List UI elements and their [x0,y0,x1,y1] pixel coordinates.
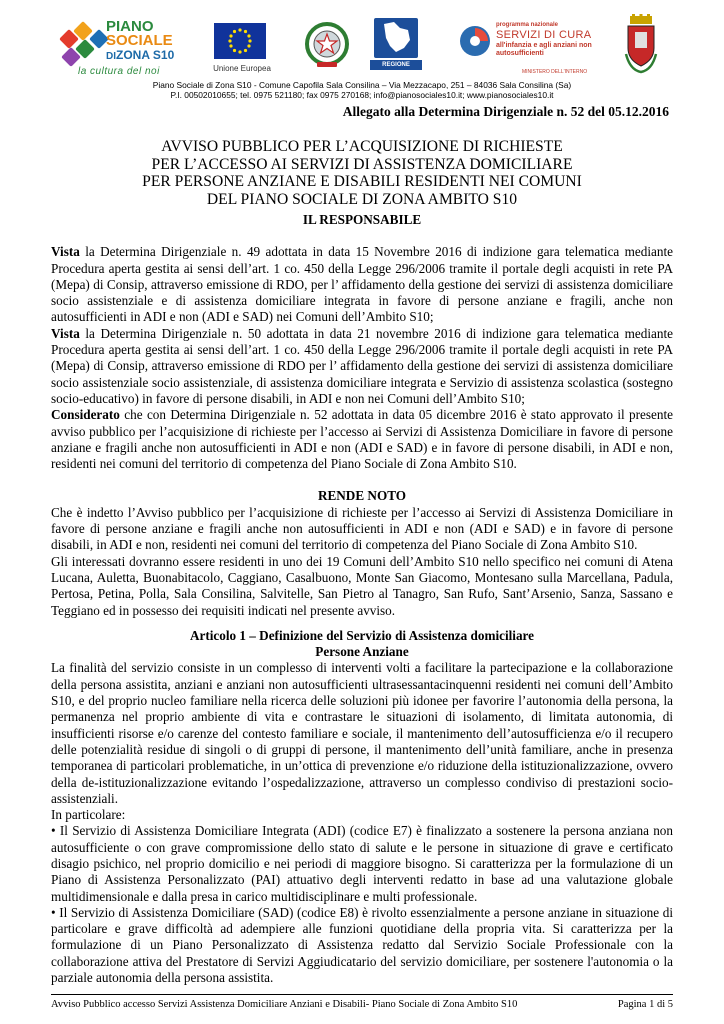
eu-label: Unione Europea [213,64,271,73]
cura-line2: SERVIZI DI CURA [496,29,592,41]
italian-republic-emblem-icon [303,20,351,70]
logo-line3-suffix: S10 [152,48,175,62]
servizi-di-cura-logo [458,22,608,80]
allegato-reference: Allegato alla Determina Dirigenziale n. 52 del 05.12.2016 [342,104,669,119]
page-header [0,0,724,100]
bullet-adi: • Il Servizio di Assistenza Domiciliare Integrata (ADI) (codice E7) è finalizzato a sostenere la persona anziana non autosufficiente o con grave compromissione dello stato di salute e le persone in situazione di grave e certificato disagio psichico, nel proprio domicilio e nei periodi di maggiore bisogno. Si caratterizza per la formulazione di un Piano di Assistenza Personalizzato (PAI) attuativo degli interventi redatto in base ad una valutazione globale multidimensionale e dalla presa in carico multidisciplinare e multi professionale. [51,823,673,904]
swirl-icon [458,24,492,58]
document-body [51,212,673,986]
piano-sociale-logo [56,20,196,78]
address-line2: P.I. 00502010655; tel. 0975 521180; fax 0975 270168; info@pianosociales10.it; www.pianosociales10.it [170,90,554,100]
document-title [0,138,724,208]
logo-line3-prefix: DI [106,51,116,62]
bullet-sad: • Il Servizio di Assistenza Domiciliare (SAD) (codice E8) è rivolto essenzialmente a persone anziane in situazione di particolare e grave difficoltà ad adempiere alle funzioni quotidiane della propria vita. Si caratterizza per la formulazione di un Piano Personalizzato di Assistenza redatto dal Servizio Sociale Professionale con la collaborazione attiva del Prestatore di Servizi Aggiudicatario del servizio domiciliare, per sostenere l'autonomia o la parziale autonomia della persona assistita. [51,904,673,986]
vista-lead: Vista [51,244,80,260]
persone-anziane-heading: Persone Anziane [315,644,409,660]
rende-noto-paragraph-1: Che è indetto l’Avviso pubblico per l’acquisizione di richieste per l’accesso ai Servizi di Assistenza Domiciliare in favore di persone anziane e fragili anche non autosufficienti in ADI e non (ADI e SAD) e in favore di persone disabili, in ADI e non, residenti nei comuni del territorio di competenza del Piano Sociale di Zona Ambito S10. [51,504,673,553]
eu-flag-icon [214,23,266,59]
articolo1-heading: Articolo 1 – Definizione del Servizio di Assistenza domiciliare [189,627,535,643]
cura-line4: MINISTERO DELL'INTERNO [522,69,588,75]
page-footer [51,994,673,1010]
puzzle-tiles-icon [56,24,112,68]
page-number: Pagina 1 di 5 [617,999,673,1010]
considerato-lead: Considerato [51,407,120,423]
title-line: PER L’ACCESSO AI SERVIZI DI ASSISTENZA DOMICILIARE [151,155,573,173]
campania-label: REGIONE CAMPANIA [370,60,422,70]
title-line: PER PERSONE ANZIANE E DISABILI RESIDENTI NEI COMUNI [142,173,582,191]
vista-lead: Vista [51,325,80,341]
logo-line3: ZONA [116,48,150,62]
title-line: DEL PIANO SOCIALE DI ZONA AMBITO S10 [206,190,518,208]
footer-title: Avviso Pubblico accesso Servizi Assistenza Domiciliare Anziani e Disabili- Piano Sociale di Zona Ambito S10 [51,999,518,1010]
vista-text: la Determina Dirigenziale n. 49 adottata in data 15 Novembre 2016 di indizione gara telematica mediante Procedura aperta gestita ai sensi dell’art. 1 co. 450 della Legge 296/2006 tramite il portale degli acquisti in rete PA (Mepa) di Consip, attraverso emissione di RDO, per l’ affidamento della gestione dei servizi di assistenza domiciliare socio assistenziale e di assistenza domiciliare integrata in favore di persone anziane e fragili, anche non autosufficienti in ADI e non (ADI e SAD) nei Comuni dell’Ambito S10; [51,244,673,325]
in-particolare-label: In particolare: [51,807,126,823]
header-address [0,80,724,100]
vista-text: la Determina Dirigenziale n. 50 adottata in data 21 novembre 2016 di indizione gara telematica mediante Procedura aperta gestita ai sensi dell’art. 1 co. 450 della Legge 296/2006 tramite il portale degli acquisti in rete PA (Mepa) di Consip, attraverso emissione di RDO per l’ affidamento della gestione dei servizi di assistenza domiciliare socio assistenziale socio assistenziale, di assistenza domiciliare integrata e Servizio di assistenza scolastica (sostegno socio-educativo) in favore di persone disabili, in ADI e non nei Comuni dell’Ambito S10; [51,325,673,406]
logo-tagline: la cultura del noi [78,66,160,77]
cura-line1: programma nazionale [496,22,559,28]
title-line: AVVISO PUBBLICO PER L’ACQUISIZIONE DI RICHIESTE [161,138,563,155]
logo-line1: PIANO [106,18,154,35]
articolo1-paragraph: La finalità del servizio consiste in un complesso di interventi volti a facilitare la partecipazione e la collaborazione della persona assistita, anziani e anziani non autosufficienti ultrasessantacinquenni residenti nei comuni dell’Ambito S10, e del proprio nucleo familiare nella ricerca delle soluzioni più idonee per favorire l’autonomia della persona, la permanenza nel proprio ambiente di vita e contrastare le situazioni di isolamento, di limitata autonomia, di insufficienti risorse e/o carenze del contesto familiare e sociale, il mantenimento dell’autosufficienza e/o il recupero delle potenzialità residue di singoli o di gruppi di persone, il mantenimento dell’unità familiare, anche in presenza temporanea di particolari problematiche, in un’ottica di prevenzione e/o riduzione della istituzionalizzazione, ovvero della de-istituzionalizzazione evitando l’ospedalizzazione, attraverso un complesso condiviso di prestazioni socio- assistenziali. [51,660,673,806]
responsabile-heading: IL RESPONSABILE [302,212,422,227]
considerato-paragraph [51,407,673,472]
address-line1: Piano Sociale di Zona S10 - Comune Capofila Sala Consilina – Via Mezzacapo, 251 – 84036 Sala Consilina (Sa) [152,80,572,90]
vista-paragraph-2 [51,326,673,407]
regione-campania-logo [370,18,422,78]
municipal-crest-icon [624,14,658,74]
cura-line3: all'infanzia e agli anziani non autosufficienti [496,42,592,57]
rende-noto-paragraph-2: Gli interessati dovranno essere residenti in uno dei 19 Comuni dell’Ambito S10 nello specifico nei comuni di Atena Lucana, Auletta, Buonabitacolo, Caggiano, Casalbuono, Monte San Giacomo, Montesano sulla Marcellana, Padula, Pertosa, Petina, Polla, Sala Consilina, Salvitelle, San Pietro al Tanagro, San Rufo, Sant’Arsenio, Sanza, Sassano e Teggiano ed in possesso dei requisiti indicati nel presente avviso. [51,553,673,618]
rende-noto-heading: RENDE NOTO [317,488,407,504]
logo-line2: SOCIALE [106,32,173,49]
vista-paragraph-1 [51,244,673,325]
campania-map-icon [374,18,418,58]
considerato-text: che con Determina Dirigenziale n. 52 adottata in data 05 dicembre 2016 è stato approvato il presente avviso pubblico per l’acquisizione di richieste per l’accesso ai Servizi di Assistenza Domiciliare in favore di persone anziane e fragili anche non autosufficienti in ADI e non (ADI e SAD) e in favore di persone disabili, in ADI e non, residenti nei comuni del territorio di competenza del Piano Sociale di Zona Ambito S10. [51,407,673,472]
